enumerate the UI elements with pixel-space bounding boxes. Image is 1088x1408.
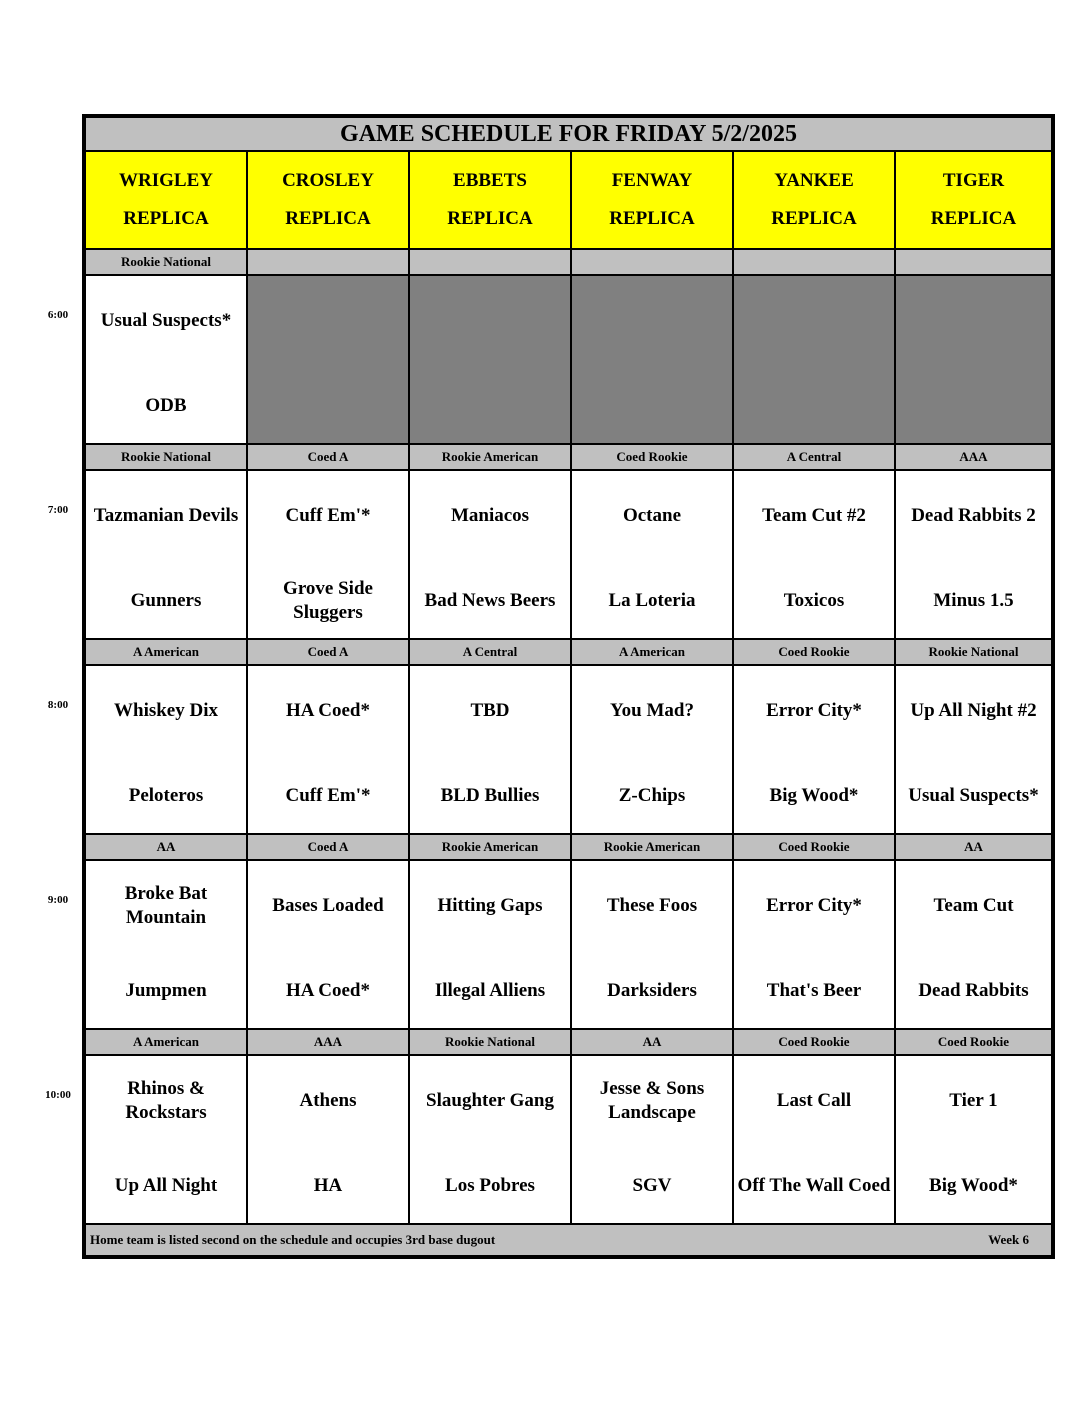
field-subtitle: REPLICA [447, 208, 533, 229]
division-label: Coed A [247, 639, 409, 665]
field-header-crosley [247, 151, 409, 249]
home-team: HA Coed* [286, 980, 370, 1001]
game-cell [409, 665, 571, 834]
field-header-ebbets [409, 151, 571, 249]
division-label: Rookie American [409, 444, 571, 470]
home-team: Gunners [130, 590, 202, 611]
away-team: Last Call [776, 1090, 852, 1111]
game-cell [571, 860, 733, 1029]
away-team: Team Cut [933, 895, 1014, 916]
home-team: Bad News Beers [424, 590, 556, 611]
field-name: WRIGLEY [119, 170, 213, 191]
field-name: FENWAY [611, 170, 693, 191]
game-cell [733, 470, 895, 639]
away-team: TBD [470, 700, 510, 721]
game-cell [85, 275, 247, 444]
away-team: These Foos [606, 895, 698, 916]
home-team: Minus 1.5 [933, 590, 1014, 611]
division-label [409, 249, 571, 275]
home-team: Toxicos [783, 590, 845, 611]
game-cell [733, 860, 895, 1029]
division-label: AA [895, 834, 1052, 860]
game-cell [247, 665, 409, 834]
away-team: Error City* [766, 895, 862, 916]
game-cell [895, 1055, 1052, 1224]
division-label: A Central [409, 639, 571, 665]
home-team: Los Pobres [445, 1175, 535, 1196]
division-label [571, 249, 733, 275]
home-team: Jumpmen [125, 980, 207, 1001]
away-team: Up All Night #2 [910, 700, 1037, 721]
away-team: Octane [622, 505, 682, 526]
time-slot-label: 10:00 [45, 1089, 71, 1101]
home-team: Cuff Em'* [285, 785, 371, 806]
home-team: La Loteria [608, 590, 696, 611]
field-subtitle: REPLICA [609, 208, 695, 229]
division-label: Rookie American [571, 834, 733, 860]
week-label: Week 6 [988, 1232, 1029, 1247]
home-team: Peloteros [128, 785, 204, 806]
division-label: Coed Rookie [733, 834, 895, 860]
home-team: Big Wood* [769, 785, 859, 806]
home-team: Off The Wall Coed [737, 1175, 891, 1196]
division-label: Rookie National [895, 639, 1052, 665]
home-team: Grove Side Sluggers [283, 578, 373, 623]
away-team: Team Cut #2 [762, 505, 866, 526]
game-cell [733, 1055, 895, 1224]
division-label: A American [85, 639, 247, 665]
field-name: YANKEE [774, 170, 854, 191]
time-slot-label: 7:00 [47, 504, 69, 516]
away-team: Error City* [766, 700, 862, 721]
game-cell [409, 1055, 571, 1224]
division-label: Rookie American [409, 834, 571, 860]
away-team: Dead Rabbits 2 [911, 505, 1036, 526]
away-team: Slaughter Gang [426, 1090, 554, 1111]
division-label: Rookie National [85, 249, 247, 275]
time-slot-label: 8:00 [47, 699, 69, 711]
time-slot-label: 6:00 [47, 309, 69, 321]
away-team: Jesse & Sons Landscape [599, 1078, 705, 1123]
unscheduled-cell [571, 275, 733, 444]
unscheduled-cell [247, 275, 409, 444]
division-label [895, 249, 1052, 275]
division-label: Coed Rookie [571, 444, 733, 470]
footer-bar [85, 1224, 1052, 1256]
game-cell [733, 665, 895, 834]
home-team: Up All Night [114, 1175, 218, 1196]
away-team: HA Coed* [286, 700, 370, 721]
game-cell [85, 1055, 247, 1224]
division-label: Coed Rookie [895, 1029, 1052, 1055]
game-cell [895, 860, 1052, 1029]
game-cell [571, 470, 733, 639]
home-team: Big Wood* [929, 1175, 1018, 1196]
field-subtitle: REPLICA [771, 208, 857, 229]
away-team: Whiskey Dix [114, 700, 218, 721]
footer-note: Home team is listed second on the schedule and occupies 3rd base dugout [90, 1232, 496, 1247]
home-team: Usual Suspects* [908, 785, 1039, 806]
away-team: Tazmanian Devils [93, 505, 239, 526]
division-label: AA [571, 1029, 733, 1055]
field-subtitle: REPLICA [123, 208, 209, 229]
away-team: Rhinos & Rockstars [125, 1078, 207, 1123]
field-header-yankee [733, 151, 895, 249]
division-label: AA [85, 834, 247, 860]
away-team: Cuff Em'* [285, 505, 371, 526]
away-team: Maniacos [450, 505, 530, 526]
division-label: Coed A [247, 444, 409, 470]
field-header-fenway [571, 151, 733, 249]
away-team: Broke Bat Mountain [124, 883, 208, 928]
game-cell [895, 470, 1052, 639]
game-cell [571, 665, 733, 834]
away-team: Usual Suspects* [100, 310, 232, 331]
home-team: Illegal Alliens [434, 980, 546, 1001]
division-label: Coed A [247, 834, 409, 860]
home-team: BLD Bullies [440, 785, 540, 806]
division-label: AAA [895, 444, 1052, 470]
away-team: Tier 1 [949, 1090, 998, 1111]
game-cell [247, 470, 409, 639]
unscheduled-cell [409, 275, 571, 444]
field-name: CROSLEY [282, 170, 374, 191]
game-cell [895, 665, 1052, 834]
home-team: Z-Chips [618, 785, 686, 806]
game-cell [85, 470, 247, 639]
unscheduled-cell [733, 275, 895, 444]
home-team: SGV [632, 1175, 672, 1196]
game-cell [571, 1055, 733, 1224]
division-label: AAA [247, 1029, 409, 1055]
game-cell [409, 470, 571, 639]
game-cell [247, 1055, 409, 1224]
home-team: Darksiders [607, 980, 697, 1001]
division-label: A American [571, 639, 733, 665]
game-cell [409, 860, 571, 1029]
away-team: Hitting Gaps [437, 895, 543, 916]
away-team: You Mad? [610, 700, 694, 721]
home-team: Dead Rabbits [918, 980, 1029, 1001]
time-slot-label: 9:00 [47, 894, 69, 906]
schedule-table [82, 114, 1055, 1259]
division-label: Coed Rookie [733, 1029, 895, 1055]
game-cell [247, 860, 409, 1029]
division-label: A Central [733, 444, 895, 470]
home-team: HA [313, 1175, 343, 1196]
field-name: TIGER [942, 170, 1005, 191]
field-header-wrigley [85, 151, 247, 249]
game-cell [85, 665, 247, 834]
division-label [247, 249, 409, 275]
division-label: Rookie National [85, 444, 247, 470]
unscheduled-cell [895, 275, 1052, 444]
division-label: Rookie National [409, 1029, 571, 1055]
field-header-tiger [895, 151, 1052, 249]
away-team: Bases Loaded [272, 895, 384, 916]
field-subtitle: REPLICA [930, 208, 1017, 229]
away-team: Athens [299, 1090, 357, 1111]
game-cell [85, 860, 247, 1029]
home-team: That's Beer [766, 980, 862, 1001]
division-label: A American [85, 1029, 247, 1055]
schedule-title: GAME SCHEDULE FOR FRIDAY 5/2/2025 [85, 117, 1052, 151]
field-subtitle: REPLICA [285, 208, 371, 229]
field-name: EBBETS [453, 170, 527, 191]
division-label: Coed Rookie [733, 639, 895, 665]
division-label [733, 249, 895, 275]
home-team: ODB [145, 395, 187, 416]
